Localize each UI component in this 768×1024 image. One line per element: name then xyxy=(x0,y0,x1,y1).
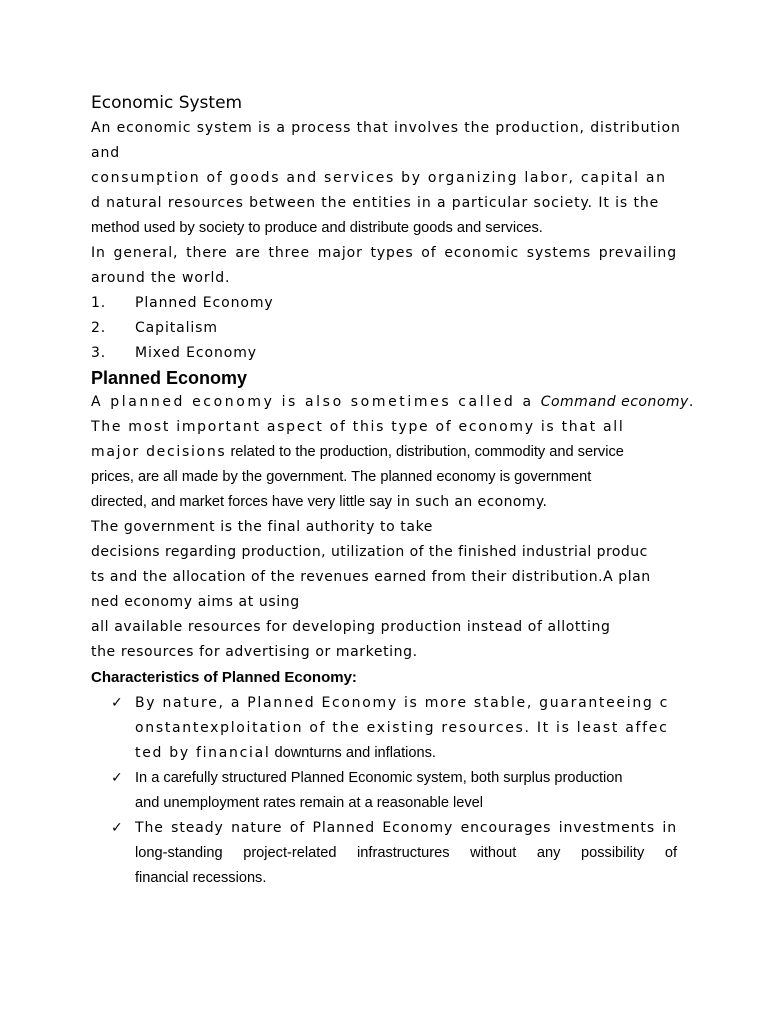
text-line: around the world. xyxy=(91,270,231,286)
text-line xyxy=(135,741,677,766)
checkmark-icon: ✓ xyxy=(111,820,123,836)
text-line xyxy=(91,440,677,465)
text-line xyxy=(91,490,677,515)
text-line: method used by society to produce and distribute goods and services. xyxy=(91,220,543,236)
planned-economy-paragraph xyxy=(91,390,696,665)
text-line: consumption of goods and services by organizing labor, capital an xyxy=(91,170,667,186)
list-label: Mixed Economy xyxy=(135,345,257,361)
text-line: In a carefully structured Planned Economic system, both surplus production xyxy=(135,770,623,786)
command-economy-term: Command economy xyxy=(540,394,689,410)
text-line: and unemployment rates remain at a reasonable level xyxy=(135,795,484,811)
text-run: downturns and inflations. xyxy=(270,745,436,761)
list-item xyxy=(111,816,677,891)
text-line: all available resources for developing production instead of allotting xyxy=(91,619,611,635)
text-run: ted by financial xyxy=(135,745,271,761)
list-number: 2. xyxy=(91,320,107,336)
text-line: ts and the allocation of the revenues earned from their distribution.A plan xyxy=(91,569,651,585)
intro-paragraph xyxy=(91,116,681,291)
text-line: The steady nature of Planned Economy encourages investments in xyxy=(135,820,677,836)
list-item xyxy=(111,691,677,766)
heading-economic-system: Economic System xyxy=(91,93,243,113)
text-run: in such an economy. xyxy=(391,494,548,510)
text-line: prices, are all made by the government. The planned economy is government xyxy=(91,469,592,485)
economy-types-list xyxy=(91,291,677,366)
text-line: By nature, a Planned Economy is more stable, guaranteeing c xyxy=(135,695,670,711)
text-line xyxy=(91,390,696,415)
text-line: financial recessions. xyxy=(135,870,267,886)
document-page xyxy=(91,90,696,891)
text-line: d natural resources between the entities in a particular society. It is the xyxy=(91,195,660,211)
text-line: the resources for advertising or marketing. xyxy=(91,644,418,660)
list-label: Capitalism xyxy=(135,320,218,336)
text-line: In general, there are three major types of economic systems prevailing xyxy=(91,245,677,261)
text-line: long-standing project-related infrastructures without any possibility of xyxy=(135,845,677,861)
text-line: ned economy aims at using xyxy=(91,594,300,610)
list-label: Planned Economy xyxy=(135,295,274,311)
list-number: 1. xyxy=(91,295,107,311)
text-line: decisions regarding production, utilization of the finished industrial produc xyxy=(91,544,648,560)
checkmark-icon: ✓ xyxy=(111,770,123,786)
text-line: The government is the final authority to take xyxy=(91,519,433,535)
heading-characteristics: Characteristics of Planned Economy: xyxy=(91,669,357,686)
text-line: The most important aspect of this type of economy is that all xyxy=(91,419,625,435)
heading-planned-economy: Planned Economy xyxy=(91,368,248,388)
text-run: directed, and market forces have very little say xyxy=(91,494,392,510)
list-item xyxy=(91,316,677,341)
text-run: related to the production, distribution, commodity and service xyxy=(226,444,624,460)
list-item xyxy=(111,766,677,816)
text-line: An economic system is a process that involves the production, distribution xyxy=(91,120,681,136)
text-run: major decisions xyxy=(91,444,227,460)
list-number: 3. xyxy=(91,345,107,361)
list-item xyxy=(91,291,677,316)
characteristics-list xyxy=(111,691,677,891)
text-line: onstantexploitation of the existing resources. It is least affec xyxy=(135,720,669,736)
text-line: and xyxy=(91,145,121,161)
text-run: . xyxy=(688,394,696,410)
list-item xyxy=(91,341,677,366)
checkmark-icon: ✓ xyxy=(111,695,123,711)
text-run: A planned economy is also sometimes called a xyxy=(91,394,541,410)
